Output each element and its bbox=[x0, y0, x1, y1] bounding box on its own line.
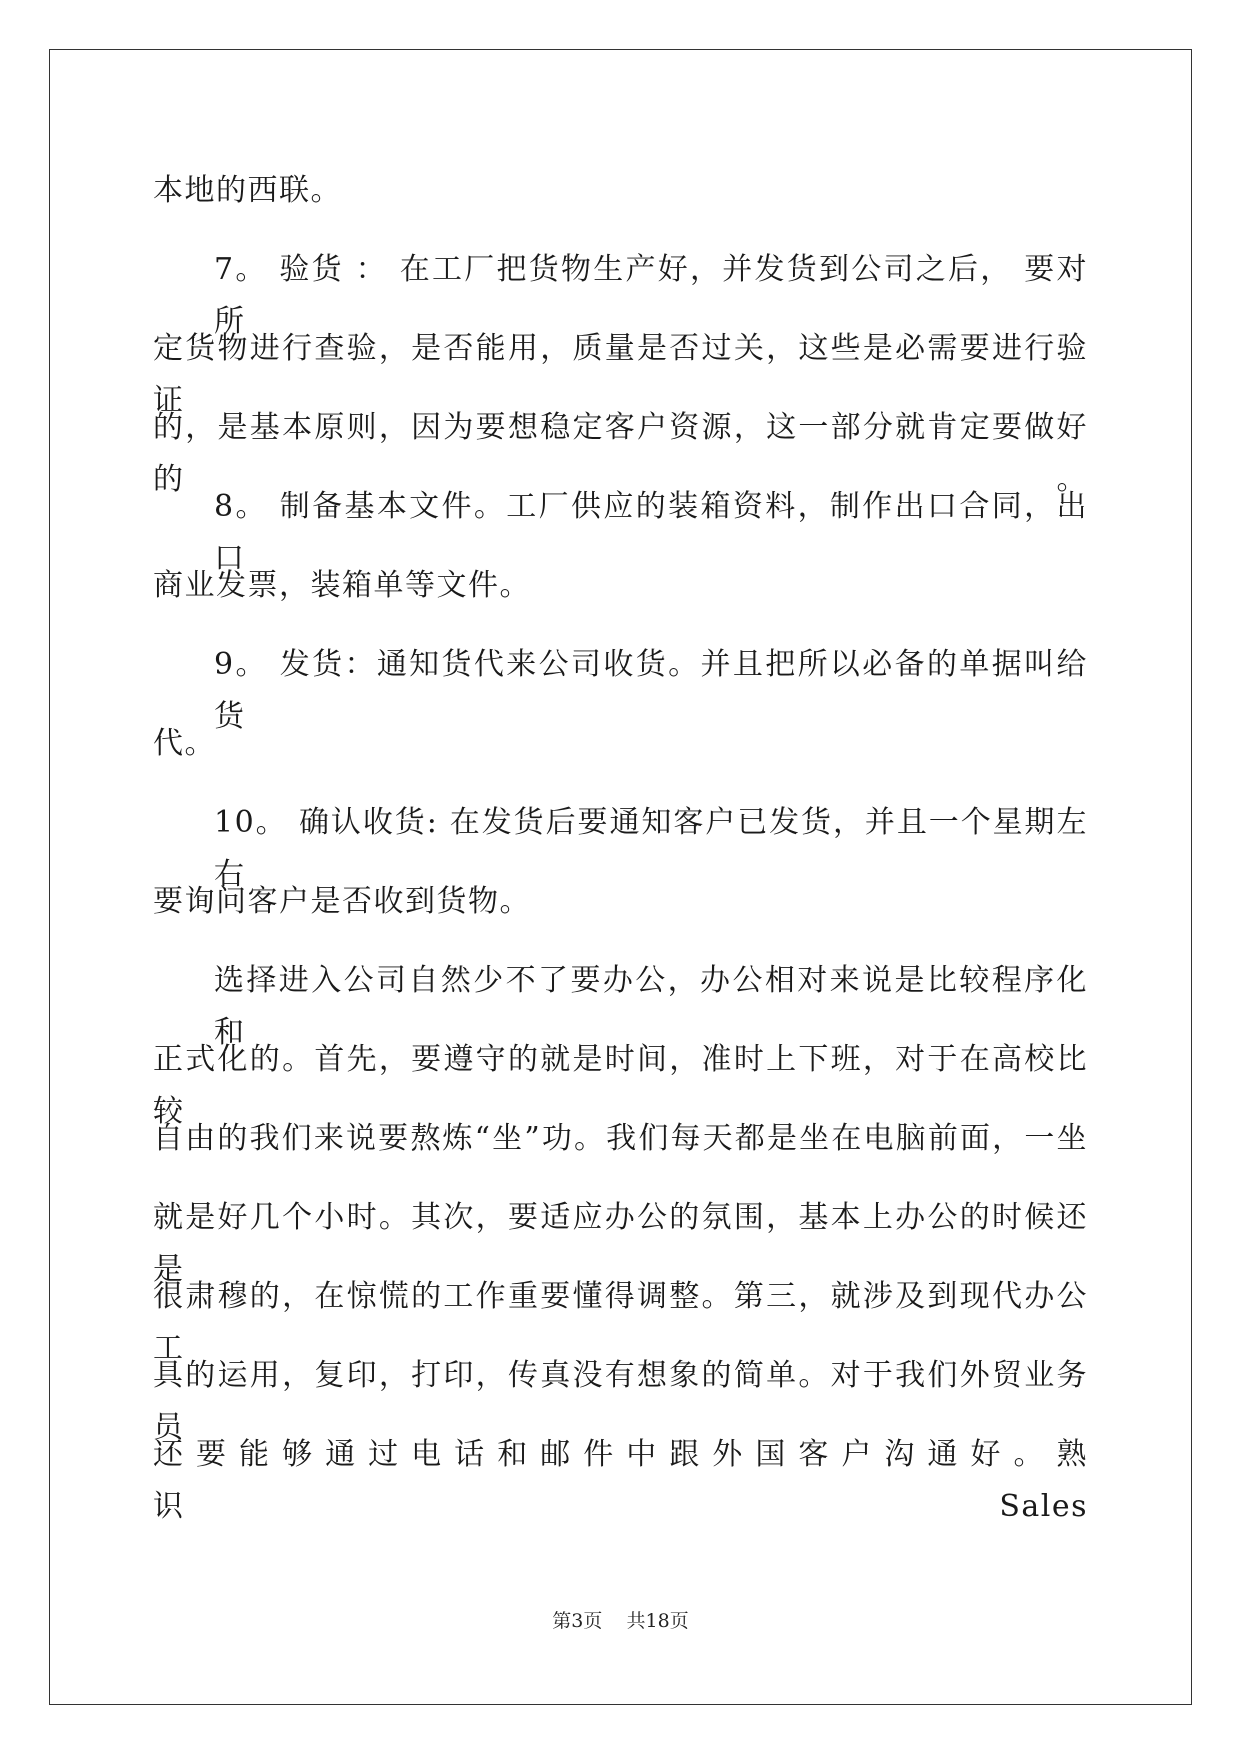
text-line: 很肃穆的，在惊慌的工作重要懂得调整。第三，就涉及到现代办公工 bbox=[153, 1279, 1088, 1366]
text-line: 还 要 能 够 通 过 电 话 和 邮 件 中 跟 外 国 客 户 沟 通 好 。 熟 识 Sales bbox=[153, 1437, 1088, 1524]
text-line: 本地的西联。 bbox=[153, 173, 342, 208]
text-line: 要询问客户是否收到货物。 bbox=[153, 884, 531, 919]
text-line: 自由的我们来说要熬炼“坐”功。我们每天都是坐在电脑前面，一坐 bbox=[153, 1121, 1088, 1156]
text-line: 具的运用，复印，打印，传真没有想象的简单。对于我们外贸业务员 bbox=[153, 1358, 1088, 1445]
text-line: 9。 发货：通知货代来公司收货。并且把所以必备的单据叫给货 bbox=[214, 647, 1088, 734]
text-line: 就是好几个小时。其次，要适应办公的氛围，基本上办公的时候还是 bbox=[153, 1200, 1088, 1287]
text-line: 10。 确认收货: 在发货后要通知客户已发货，并且一个星期左右 bbox=[214, 805, 1088, 892]
text-line: 的，是基本原则，因为要想稳定客户资源，这一部分就肯定要做好的。 bbox=[153, 410, 1088, 497]
text-line: 定货物进行查验，是否能用，质量是否过关，这些是必需要进行验证 bbox=[153, 331, 1088, 418]
page-number-footer: 第3页 共18页 bbox=[552, 1610, 689, 1632]
text-line: 选择进入公司自然少不了要办公，办公相对来说是比较程序化和 bbox=[214, 963, 1088, 1050]
text-line: 商业发票，装箱单等文件。 bbox=[153, 568, 531, 603]
text-line: 正式化的。首先，要遵守的就是时间，准时上下班，对于在高校比较 bbox=[153, 1042, 1088, 1129]
text-line: 代。 bbox=[153, 726, 216, 761]
text-line: 8。 制备基本文件。工厂供应的装箱资料，制作出口合同，出口 bbox=[214, 489, 1088, 576]
text-line: 7。 验货 ： 在工厂把货物生产好，并发货到公司之后， 要对所 bbox=[214, 252, 1088, 339]
